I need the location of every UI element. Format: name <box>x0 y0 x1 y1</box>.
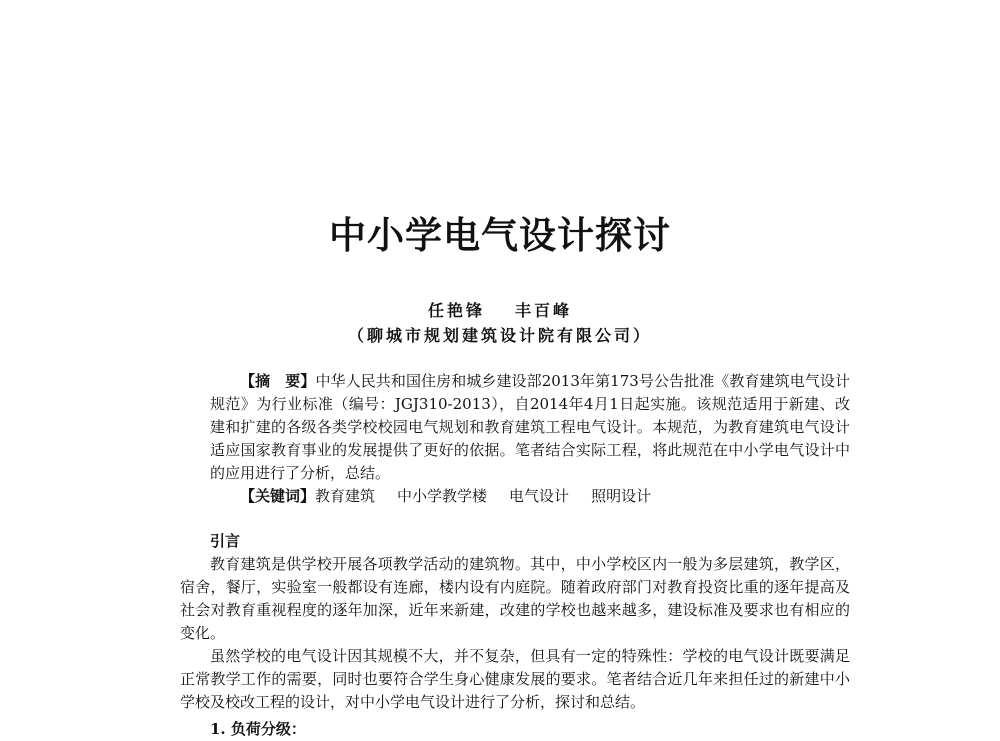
keyword: 电气设计 <box>509 487 570 505</box>
intro-paragraph: 教育建筑是供学校开展各项教学活动的建筑物。其中，中小学校区内一般为多层建筑，教学区，宿舍，餐厅，实验室一般都设有连廊，楼内设有内庭院。随着政府部门对教育投资比重的逐年提高及社会对教育重视程度的逐年加深，近年来新建，改建的学校也越来越多，建设标准及要求也有相应的变化。 <box>180 555 850 642</box>
keyword: 照明设计 <box>591 487 652 505</box>
abstract <box>210 370 850 485</box>
keywords-label: 【关键词】 <box>240 487 316 505</box>
keyword: 中小学教学楼 <box>397 487 488 505</box>
abstract-label: 【摘 要】 <box>240 372 316 390</box>
author-name: 任艳锋 <box>427 301 485 320</box>
intro-paragraph: 虽然学校的电气设计因其规模不大，并不复杂，但具有一定的特殊性：学校的电气设计既要满足正常教学工作的需要，同时也要符合学生身心健康发展的要求。笔者结合近几年来担任过的新建中小学校及校改工程的设计，对中小学电气设计进行了分析，探讨和总结。 <box>180 647 850 711</box>
paper-title: 中小学电气设计探讨 <box>329 214 671 257</box>
author-name: 丰百峰 <box>515 301 573 320</box>
keywords <box>210 485 850 508</box>
keyword: 教育建筑 <box>315 487 376 505</box>
affiliation: （聊城市规划建筑设计院有限公司） <box>347 326 652 345</box>
section-1-heading: 1. 负荷分级： <box>210 720 306 738</box>
author-line <box>0 298 1000 321</box>
intro-heading: 引言 <box>210 532 241 550</box>
intro-body <box>180 553 850 714</box>
abstract-text: 中华人民共和国住房和城乡建设部2013年第173号公告批准《教育建筑电气设计规范》为行业标准（编号：JGJ310-2013），自2014年4月1日起实施。该规范适用于新建、改建和扩建的各级各类学校校园电气规划和教育建筑工程电气设计。本规范，为教育建筑电气设计适应国家教育事业的发展提供了更好的依据。笔者结合实际工程，将此规范在中小学电气设计中的应用进行了分析，总结。 <box>210 372 850 482</box>
